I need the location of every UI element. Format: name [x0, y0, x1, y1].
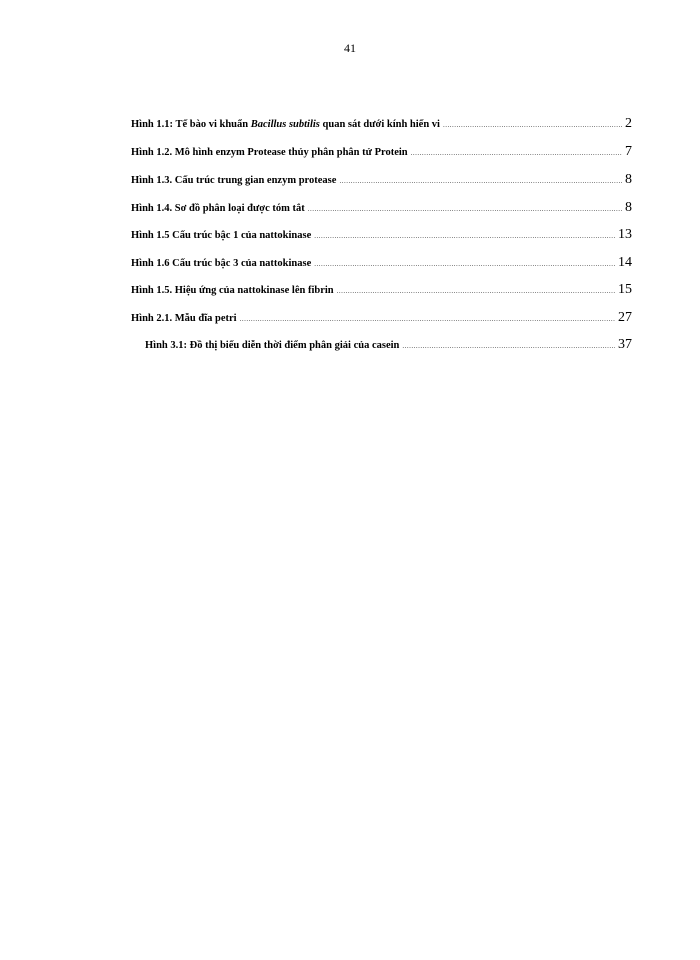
dot-leader: [402, 342, 615, 350]
dot-leader: [337, 287, 615, 295]
dot-leader: [308, 205, 622, 213]
toc-entry-label: Hình 1.6 Cấu trúc bậc 3 của nattokinase: [131, 258, 312, 269]
toc-entry-page: 37: [618, 337, 632, 352]
toc-entry-page: 14: [618, 255, 632, 270]
toc-entry[interactable]: [131, 144, 632, 162]
dot-leader: [411, 149, 622, 157]
toc-entry-label: Hình 1.1: Tế bào vi khuẩn Bacillus subtilis quan sát dưới kính hiển vi: [131, 119, 440, 130]
toc-entry-label: Hình 1.5. Hiệu ứng của nattokinase lên fibrin: [131, 285, 334, 296]
toc-entry[interactable]: [131, 172, 632, 190]
toc-entry-page: 15: [618, 282, 632, 297]
toc-entry[interactable]: [145, 337, 632, 355]
toc-entry-page: 13: [618, 227, 632, 242]
toc-entry-label: Hình 1.3. Cấu trúc trung gian enzym protease: [131, 175, 337, 186]
dot-leader: [240, 315, 615, 323]
page-number: 41: [344, 41, 356, 55]
dot-leader: [339, 177, 622, 185]
toc-entry-label: Hình 3.1: Đồ thị biểu diễn thời điểm phân giải của casein: [145, 340, 400, 351]
dot-leader: [443, 121, 622, 129]
toc-entry[interactable]: [131, 282, 632, 300]
toc-entry-label: Hình 2.1. Mẫu đĩa petri: [131, 313, 237, 324]
toc-entry-page: 27: [618, 310, 632, 325]
dot-leader: [314, 232, 615, 240]
toc-entry-page: 8: [625, 200, 632, 215]
toc-entry[interactable]: [131, 200, 632, 218]
toc-entry-page: 8: [625, 172, 632, 187]
toc-entry-label: Hình 1.4. Sơ đồ phân loại được tóm tắt: [131, 203, 305, 214]
dot-leader: [314, 260, 615, 268]
toc-entry[interactable]: [131, 227, 632, 245]
toc-entry[interactable]: [131, 310, 632, 328]
toc-entry-page: 2: [625, 116, 632, 131]
toc-entry[interactable]: [131, 116, 632, 134]
toc-entry-label: Hình 1.5 Cấu trúc bậc 1 của nattokinase: [131, 230, 312, 241]
toc-entry[interactable]: [131, 255, 632, 273]
toc-entry-page: 7: [625, 144, 632, 159]
toc-entry-label: Hình 1.2. Mô hình enzym Protease thủy phân phân tử Protein: [131, 147, 408, 158]
